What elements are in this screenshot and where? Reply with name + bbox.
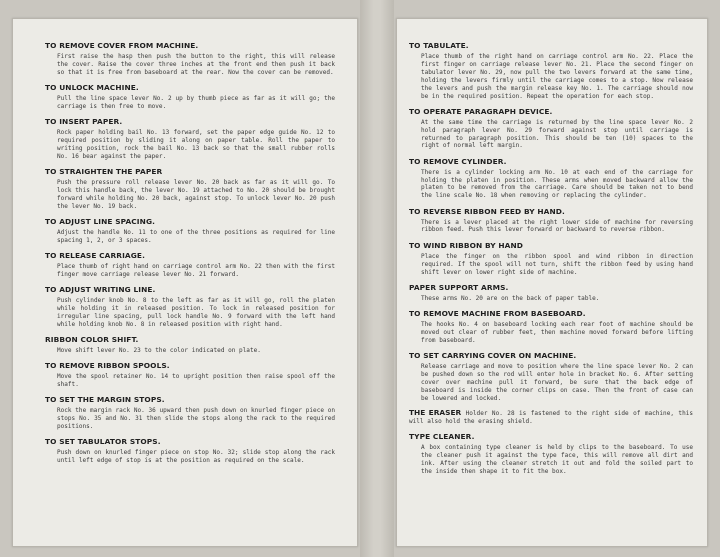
section-text: Place thumb of right hand on carriage control arm No. 22 then with the first finger move carriage release lever No. 21 forward. (57, 263, 335, 278)
section-heading: TO SET CARRYING COVER ON MACHINE. (409, 350, 577, 360)
instruction-section (45, 335, 335, 355)
eraser-body: Holder No. 28 is fastened to the right side of machine, this will also hold the erasing shield. (409, 409, 693, 425)
instruction-section (45, 361, 335, 389)
section-heading: TO STRAIGHTEN THE PAPER (45, 167, 163, 177)
section-text: Push down on knurled finger piece on stop No. 32; slide stop along the rack until left edge of stop is at the position as required on the scale. (57, 449, 335, 465)
section-heading: TO SET TABULATOR STOPS. (45, 437, 161, 447)
instruction-section (409, 283, 693, 303)
eraser-text (409, 409, 693, 426)
section-text: Move the spool retainer No. 14 to upright position then raise spool off the shaft. (57, 373, 335, 389)
right-page (396, 18, 708, 547)
section-heading: TYPE CLEANER. (409, 431, 475, 441)
instruction-section (45, 83, 335, 111)
section-heading: TO WIND RIBBON BY HAND (409, 240, 524, 250)
left-page (12, 18, 358, 547)
book-gutter (360, 0, 394, 557)
section-heading: TO REMOVE RIBBON SPOOLS. (45, 361, 170, 371)
eraser-heading: THE ERASER (409, 407, 462, 417)
instruction-section (409, 207, 693, 235)
section-text: Place the finger on the ribbon spool and wind ribbon in direction required. If the spool will not turn, shift the ribbon feed by using hand shift lever on lower right side of machine. (421, 252, 693, 276)
instruction-section (409, 157, 693, 201)
section-heading: TO RELEASE CARRIAGE. (45, 251, 145, 261)
section-text: There is a lever placed at the right lower side of machine for reversing ribbon feed. Push this lever forward or backward to reverse ribbon. (421, 218, 693, 234)
section-heading: TO REMOVE CYLINDER. (409, 156, 507, 166)
section-heading: RIBBON COLOR SHIFT. (45, 335, 139, 345)
section-heading: TO ADJUST WRITING LINE. (45, 285, 156, 295)
right-page-content (409, 41, 693, 482)
section-heading: TO TABULATE. (409, 41, 469, 50)
instruction-section (45, 251, 335, 279)
section-text: Place thumb of the right hand on carriage control arm No. 22. Place the first finger on carriage release lever No. 21. Place the second finger on tabulator lever No. 29, now pull the two levers forward at the same time, holding the levers firmly until the carriage comes to a stop. Now release the levers and push the margin release key No. 1. The carriage should now be in the required position. Repeat the operation for each stop. (421, 53, 693, 100)
section-text: Release carriage and move to position where the line space lever No. 2 can be pushed down so the rod will enter hole in bracket No. 6. After setting cover over machine pull it forward, be sure that the back edge of baseboard is inside the corner clips on case. Then the front of case can be lowered and locked. (421, 362, 693, 402)
instruction-section (409, 432, 693, 476)
instruction-section (409, 107, 693, 151)
instruction-section (45, 395, 335, 431)
section-heading: TO OPERATE PARAGRAPH DEVICE. (409, 106, 553, 116)
instruction-section (409, 241, 693, 277)
section-text: A box containing type cleaner is held by clips to the baseboard. To use the cleaner push it against the type face, this will remove all dirt and ink. After using the cleaner stretch it out and fold the soiled part to the inside then shape it to fit the box. (421, 443, 693, 475)
section-heading: TO REMOVE COVER FROM MACHINE. (45, 41, 199, 50)
instruction-section (409, 309, 693, 345)
instruction-section (45, 437, 335, 465)
eraser-section (409, 409, 693, 426)
section-text: Move shift lever No. 23 to the color indicated on plate. (57, 347, 261, 355)
section-text: At the same time the carriage is returned by the line space lever No. 2 hold paragraph lever No. 29 forward against stop until carriage is returned to paragraph position. This should be ten (10) spaces to the right of normal left margin. (421, 118, 693, 150)
section-text: The hooks No. 4 on baseboard locking each rear foot of machine should be moved out clear of rubber feet, then machine moved forward before lifting from baseboard. (421, 320, 693, 344)
instruction-section (45, 217, 335, 245)
section-heading: TO INSERT PAPER. (45, 117, 123, 127)
section-text: These arms No. 20 are on the back of paper table. (421, 294, 600, 302)
section-heading: TO UNLOCK MACHINE. (45, 83, 139, 93)
instruction-section (409, 351, 693, 403)
section-heading: TO REMOVE MACHINE FROM BASEBOARD. (409, 308, 586, 318)
section-text: There is a cylinder locking arm No. 10 at each end of the carriage for holding the platen in position. These arms when moved backward allow the platen to be removed from the carriage. Care should be taken not to bend the line scale No. 18 when removing or replacing the cylinder. (421, 168, 693, 200)
section-text: Adjust the handle No. 11 to one of the three positions as required for line spacing 1, 2, or 3 spaces. (57, 228, 335, 244)
section-heading: TO ADJUST LINE SPACING. (45, 216, 156, 226)
section-text: Rock the margin rack No. 36 upward then push down on knurled finger piece on stops No. 35 and No. 31 then slide the stops along the rack to the required positions. (57, 407, 335, 431)
section-text: Push cylinder knob No. 8 to the left as far as it will go, roll the platen while holding it in released position. To lock in released position for irregular line spacing, pull lock handle No. 9 forward with the left hand while holding knob No. 8 in released position with right hand. (57, 297, 335, 328)
section-heading: TO SET THE MARGIN STOPS. (45, 395, 165, 405)
instruction-section (45, 167, 335, 211)
instruction-section (409, 41, 693, 100)
left-page-content (45, 41, 335, 472)
instruction-section (45, 117, 335, 161)
instruction-section (45, 285, 335, 329)
section-text: Pull the line space lever No. 2 up by thumb piece as far as it will go; the carriage is then free to move. (57, 95, 335, 110)
instruction-section (45, 41, 335, 77)
section-heading: TO REVERSE RIBBON FEED BY HAND. (409, 206, 565, 216)
section-text: Push the pressure roll release lever No. 20 back as far as it will go. To lock this handle back, the lever No. 19 attached to No. 20 should be brought forward while holding No. 20 back, against stop. To unlock lever No. 20 push the lever No. 19 back. (57, 179, 335, 210)
section-text: First raise the hasp then push the button to the right, this will release the cover. Raise the cover three inches at the front end then push it back so that it is free from baseboard at the rear. Now the cover can be removed. (57, 53, 335, 76)
section-heading: PAPER SUPPORT ARMS. (409, 282, 509, 292)
section-text: Rock paper holding bail No. 13 forward, set the paper edge guide No. 12 to required position by sliding it along on paper table. Roll the paper to writing position, rock the bail No. 13 back so that the small rubber rolls No. 16 bear against the paper. (57, 129, 335, 160)
